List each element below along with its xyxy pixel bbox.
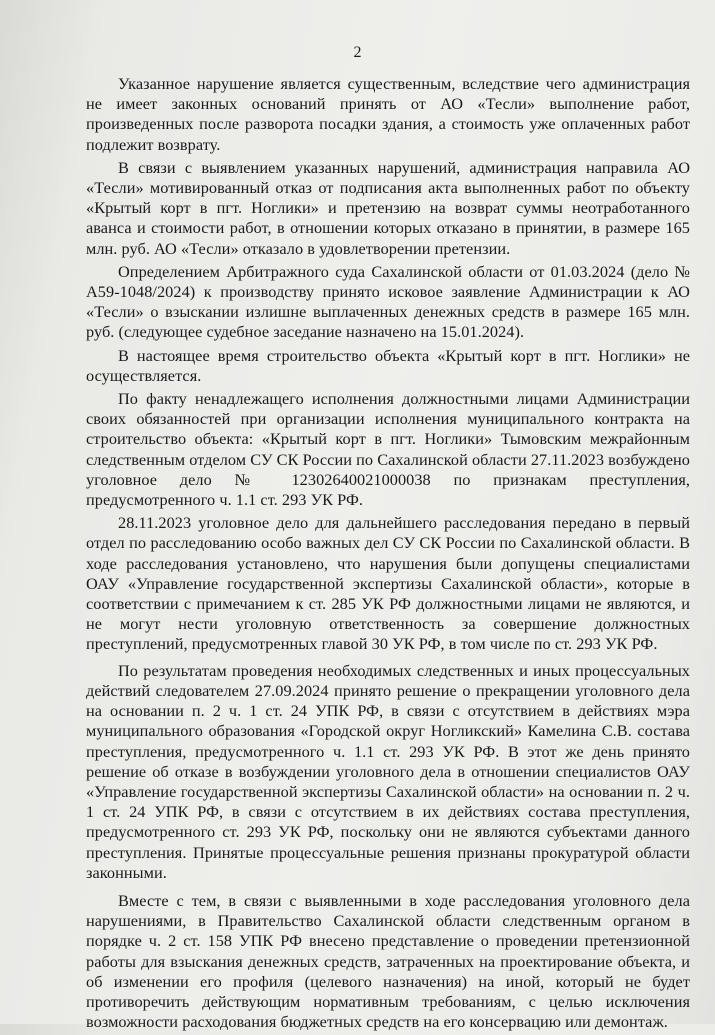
paragraph: По факту ненадлежащего исполнения должностными лицами Администрации своих обязанностей при организации исполнения муниципального контракта на строительство объекта: «Крытый корт в пгт. Ноглики» Тымовским межрайонным следственным отделом СУ СК России по Сахалинской области 27.11.2023 возбуждено уголовное дело № 12302640021000038 по признакам преступления, предусмотренного ч. 1.1 ст. 293 УК РФ. [86, 389, 690, 510]
paragraph: По результатам проведения необходимых следственных и иных процессуальных действий следователем 27.09.2024 принято решение о прекращении уголовного дела на основании п. 2 ч. 1 ст. 24 УПК РФ, в связи с отсутствием в действиях мэра муниципального образования «Городской округ Ногликский» Камелина С.В. состава преступления, предусмотренного ч. 1.1 ст. 293 УК РФ. В этот же день принято решение об отказе в возбуждении уголовного дела в отношении специалистов ОАУ «Управление государственной экспертизы Сахалинской области» на основании п. 2 ч. 1 ст. 24 УПК РФ, в связи с отсутствием в их действиях состава преступления, предусмотренного ст. 293 УК РФ, поскольку они не являются субъектами данного преступления. Принятые процессуальные решения признаны прокуратурой области законными. [86, 660, 690, 882]
paragraph: В настоящее время строительство объекта «Крытый корт в пгт. Ноглики» не осуществляется. [86, 345, 690, 385]
paragraph: Определением Арбитражного суда Сахалинской области от 01.03.2024 (дело № А59-1048/2024) к производству принято исковое заявление Администрации к АО «Тесли» о взыскании излишне выплаченных денежных средств в размере 165 млн. руб. (следующее судебное заседание назначено на 15.01.2024). [86, 261, 690, 342]
page-number: 2 [353, 44, 362, 61]
paragraph: 28.11.2023 уголовное дело для дальнейшего расследования передано в первый отдел по расследованию особо важных дел СУ СК России по Сахалинской области. В ходе расследования установлено, что нарушения были допущены специалистами ОАУ «Управление государственной экспертизы Сахалинской области», которые в соответствии с примечанием к ст. 285 УК РФ должностными лицами не являются, и не могут нести уголовную ответственность за совершение должностных преступлений, предусмотренных главой 30 УК РФ, в том числе по ст. 293 УК РФ. [86, 513, 690, 654]
paragraph: Вместе с тем, в связи с выявленными в ходе расследования уголовного дела нарушениями, в Правительство Сахалинской области следственным органом в порядке ч. 2 ст. 158 УПК РФ внесено представление о проведении претензионной работы для взыскания денежных средств, затраченных на проектирование объекта, и об изменении его профиля (целевого назначения) на иной, который не будет противоречить действующим нормативным требованиям, с целью исключения возможности расходования бюджетных средств на его консервацию или демонтаж. [86, 890, 690, 1032]
paragraph: В связи с выявлением указанных нарушений, администрация направила АО «Тесли» мотивированный отказ от подписания акта выполненных работ по объекту «Крытый корт в пгт. Ноглики» и претензию на возврат суммы неотработанного аванса и стоимости работ, в отношении которых отказано в принятии, в размере 165 млн. руб. АО «Тесли» отказало в удовлетворении претензии. [86, 157, 690, 258]
paragraph: Указанное нарушение является существенным, вследствие чего администрация не имеет законных оснований принять от АО «Тесли» выполнение работ, произведенных после разворота посадки здания, а стоимость уже оплаченных работ подлежит возврату. [86, 74, 690, 154]
document-body [86, 74, 690, 1035]
